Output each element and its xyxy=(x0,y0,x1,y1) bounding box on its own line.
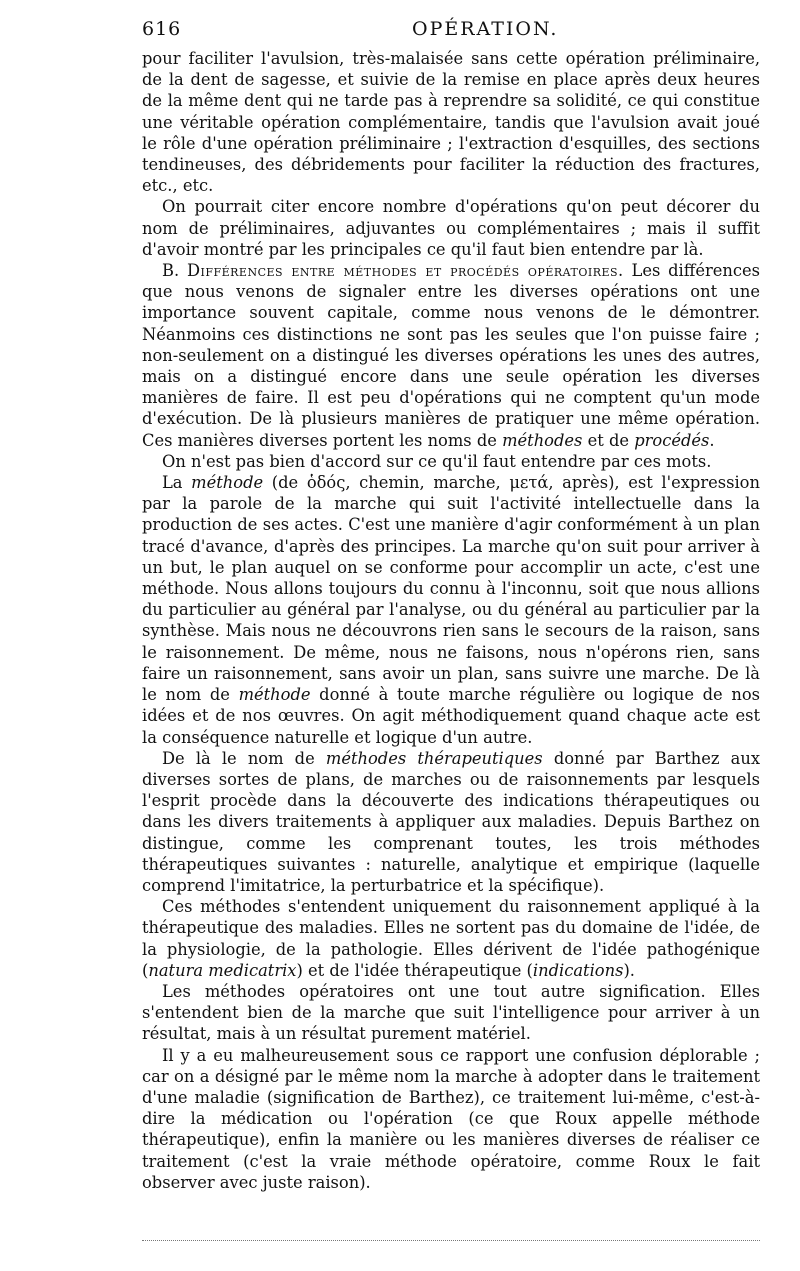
paragraph-text: ). xyxy=(623,960,635,980)
paragraph-text: donné par Barthez aux diverses sortes de plans, de marches ou de raisonnements par lesquels l'esprit procède dans la découverte des indications thérapeutiques ou dans les divers traitements à appliquer aux maladies. Depuis Barthez on distingue, comme les comprenant toutes, les trois méthodes thérapeutiques suivantes : naturelle, analytique et empirique (laquelle comprend l'imitatrice, la perturbatrice et la spécifique). xyxy=(142,748,761,895)
paragraph-9 xyxy=(142,1045,760,1193)
paragraph-text: donné à toute marche régulière ou logique de nos idées et de nos œuvres. On agit méthodiquement quand chaque acte est la conséquence naturelle et logique d'un autre. xyxy=(142,685,760,747)
paragraph-text: et de xyxy=(587,430,630,450)
section-letter: B. xyxy=(162,261,180,281)
paragraph-5 xyxy=(142,472,760,748)
paragraph-text: Ces méthodes s'entendent uniquement du raisonnement appliqué à la thérapeutique des maladies. Elles ne sortent pas du domaine de l'idée, de la physiologie, de la pathologie. Elles dérivent de l'idée pathogénique ( xyxy=(142,897,760,980)
paragraph-text: Il y a eu malheureusement sous ce rapport une confusion déplorable ; car on a désigné par le même nom la marche à adopter dans le traitement d'une maladie (signification de Barthez), ce traitement lui-même, c'est-à-dire la médication ou l'opération (ce que Roux appelle méthode thérapeutique), enfin la manière ou les manières diverses de réaliser ce traitement (c'est la vraie méthode opératoire, comme Roux le fait observer avec juste raison). xyxy=(142,1045,760,1192)
paragraph-text: (de ὁδός, chemin, marche, μετά, après), est l'expression par la parole de la marche qui suit l'activité intellectuelle dans la production de ses actes. C'est une manière d'agir conformément à un plan tracé d'avance, d'après des principes. La marche qu'on suit pour arriver à un but, le plan auquel on se conforme pour accomplir un acte, c'est une méthode. Nous allons toujours du connu à l'inconnu, soit que nous allions du particulier au général par l'analyse, ou du général au particulier par la synthèse. Mais nous ne découvrons rien sans le secours de la raison, sans le raisonnement. De même, nous ne faisons, nous n'opérons rien, sans faire un raisonnement, sans avoir un plan, sans suivre une marche. De là le nom de xyxy=(142,473,760,705)
paragraph-text: Les différences que nous venons de signaler entre les diverses opérations ont une importance souvent capitale, comme nous venons de le démontrer. Néanmoins ces distinctions ne sont pas les seules que l'on puisse faire ; non-seulement on a distingué les diverses opérations les unes des autres, mais on a distingué encore dans une seule opération les diverses manières de faire. Il est peu d'opérations qui ne comptent qu'un mode d'exécution. De là plusieurs manières de pratiquer une même opération. Ces manières diverses portent les noms de xyxy=(142,261,760,450)
text-body xyxy=(142,48,760,1193)
emphasis: natura medicatrix xyxy=(148,960,297,980)
paragraph-text: Les méthodes opératoires ont une tout autre signification. Elles s'entendent bien de la marche que suit l'intelligence pour arriver à un résultat, mais à un résultat purement matériel. xyxy=(142,981,760,1044)
page-number: 616 xyxy=(142,18,182,40)
paragraph-8 xyxy=(142,981,760,1045)
paragraph-text: La xyxy=(162,473,183,493)
paragraph-6 xyxy=(142,748,760,896)
emphasis: méthode xyxy=(191,473,264,493)
emphasis: méthode xyxy=(238,685,311,705)
paragraph-text: On pourrait citer encore nombre d'opérations qu'on peut décorer du nom de préliminaires, adjuvantes ou complémentaires ; mais il suffit d'avoir montré par les principales ce qu'il faut bien entendre par là. xyxy=(142,197,760,259)
emphasis: méthodes xyxy=(502,430,583,450)
footer-divider xyxy=(142,1240,760,1241)
emphasis: méthodes thérapeutiques xyxy=(325,748,543,768)
section-heading: Différences entre méthodes et procédés opératoires. xyxy=(186,261,624,281)
running-title: OPÉRATION. xyxy=(412,18,559,40)
paragraph-text: De là le nom de xyxy=(162,748,315,768)
paragraph-text: On n'est pas bien d'accord sur ce qu'il faut entendre par ces mots. xyxy=(162,451,712,471)
paragraph-3 xyxy=(142,260,760,451)
paragraph-text: pour faciliter l'avulsion, très-malaisée sans cette opération préliminaire, de la dent de sagesse, et suivie de la remise en place après deux heures de la même dent qui ne tarde pas à reprendre sa solidité, ce qui constitue une véritable opération complémentaire, tandis que l'avulsion avait joué le rôle d'une opération préliminaire ; l'extraction d'esquilles, des sections tendineuses, des débridements pour faciliter la réduction des fractures, etc., etc. xyxy=(142,49,760,196)
paragraph-text: ) et de l'idée thérapeutique ( xyxy=(296,960,533,980)
paragraph-4 xyxy=(142,451,760,472)
paragraph-1 xyxy=(142,48,760,196)
page-header xyxy=(142,18,760,48)
paragraph-text: . xyxy=(709,430,715,450)
paragraph-2 xyxy=(142,196,760,260)
paragraph-7 xyxy=(142,896,760,981)
emphasis: procédés xyxy=(634,430,710,450)
emphasis: indications xyxy=(532,960,624,980)
